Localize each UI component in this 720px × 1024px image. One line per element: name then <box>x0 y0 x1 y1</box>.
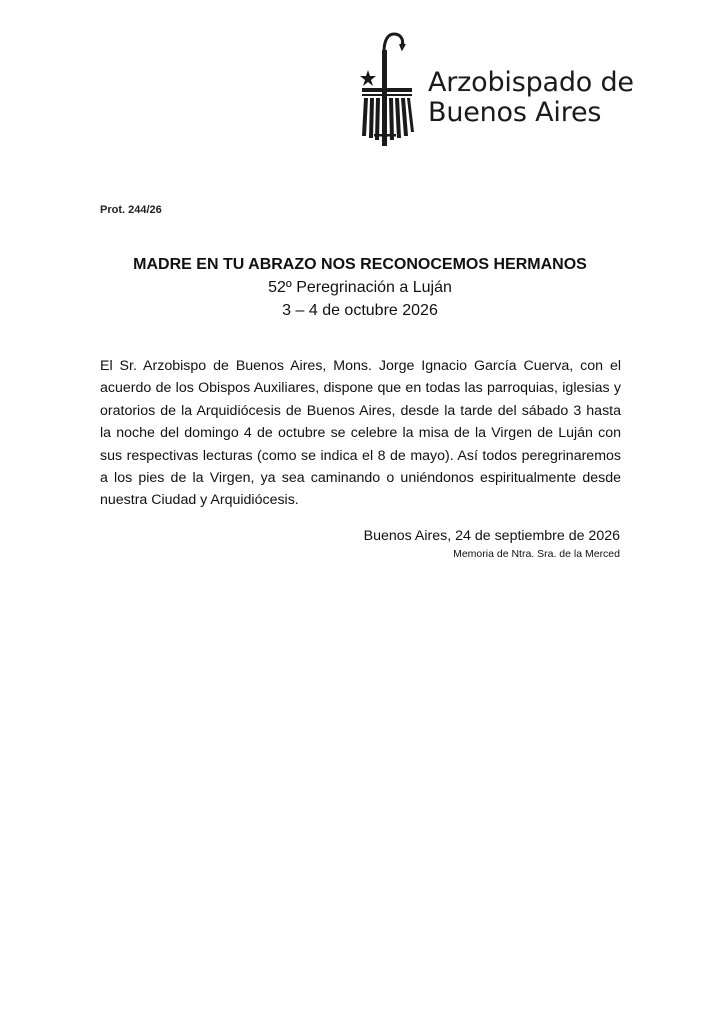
org-name-line2: Buenos Aires <box>428 97 602 128</box>
event-dates: 3 – 4 de octubre 2026 <box>282 302 438 319</box>
signoff <box>364 525 620 561</box>
memoria-note: Memoria de Ntra. Sra. de la Merced <box>453 548 620 560</box>
place-and-date: Buenos Aires, 24 de septiembre de 2026 <box>363 528 620 544</box>
org-name-line1: Arzobispado de <box>428 67 634 98</box>
document-heading <box>0 254 720 322</box>
crozier-cross-icon <box>354 32 420 148</box>
body-paragraph: El Sr. Arzobispo de Buenos Aires, Mons. Jorge Ignacio García Cuerva, con el acuerdo de los Obispos Auxiliares, dispone que en todas las parroquias, iglesias y oratorios de la Arquidiócesis de Buenos Aires, desde la tarde del sábado 3 hasta la noche del domingo 4 de octubre se celebre la misa de la Virgen de Luján con sus respectivas lecturas (como se indica el 8 de mayo). Así todos peregrinaremos a los pies de la Virgen, ya sea caminando o uniéndonos espiritualmente desde nuestra Ciudad y Arquidiócesis. <box>100 358 621 509</box>
document-subtitle: 52º Peregrinación a Luján <box>268 279 452 296</box>
organization-name <box>428 68 634 128</box>
letterhead <box>354 32 654 152</box>
protocol-number: Prot. 244/26 <box>100 204 162 216</box>
document-title: MADRE EN TU ABRAZO NOS RECONOCEMOS HERMANOS <box>133 256 587 273</box>
